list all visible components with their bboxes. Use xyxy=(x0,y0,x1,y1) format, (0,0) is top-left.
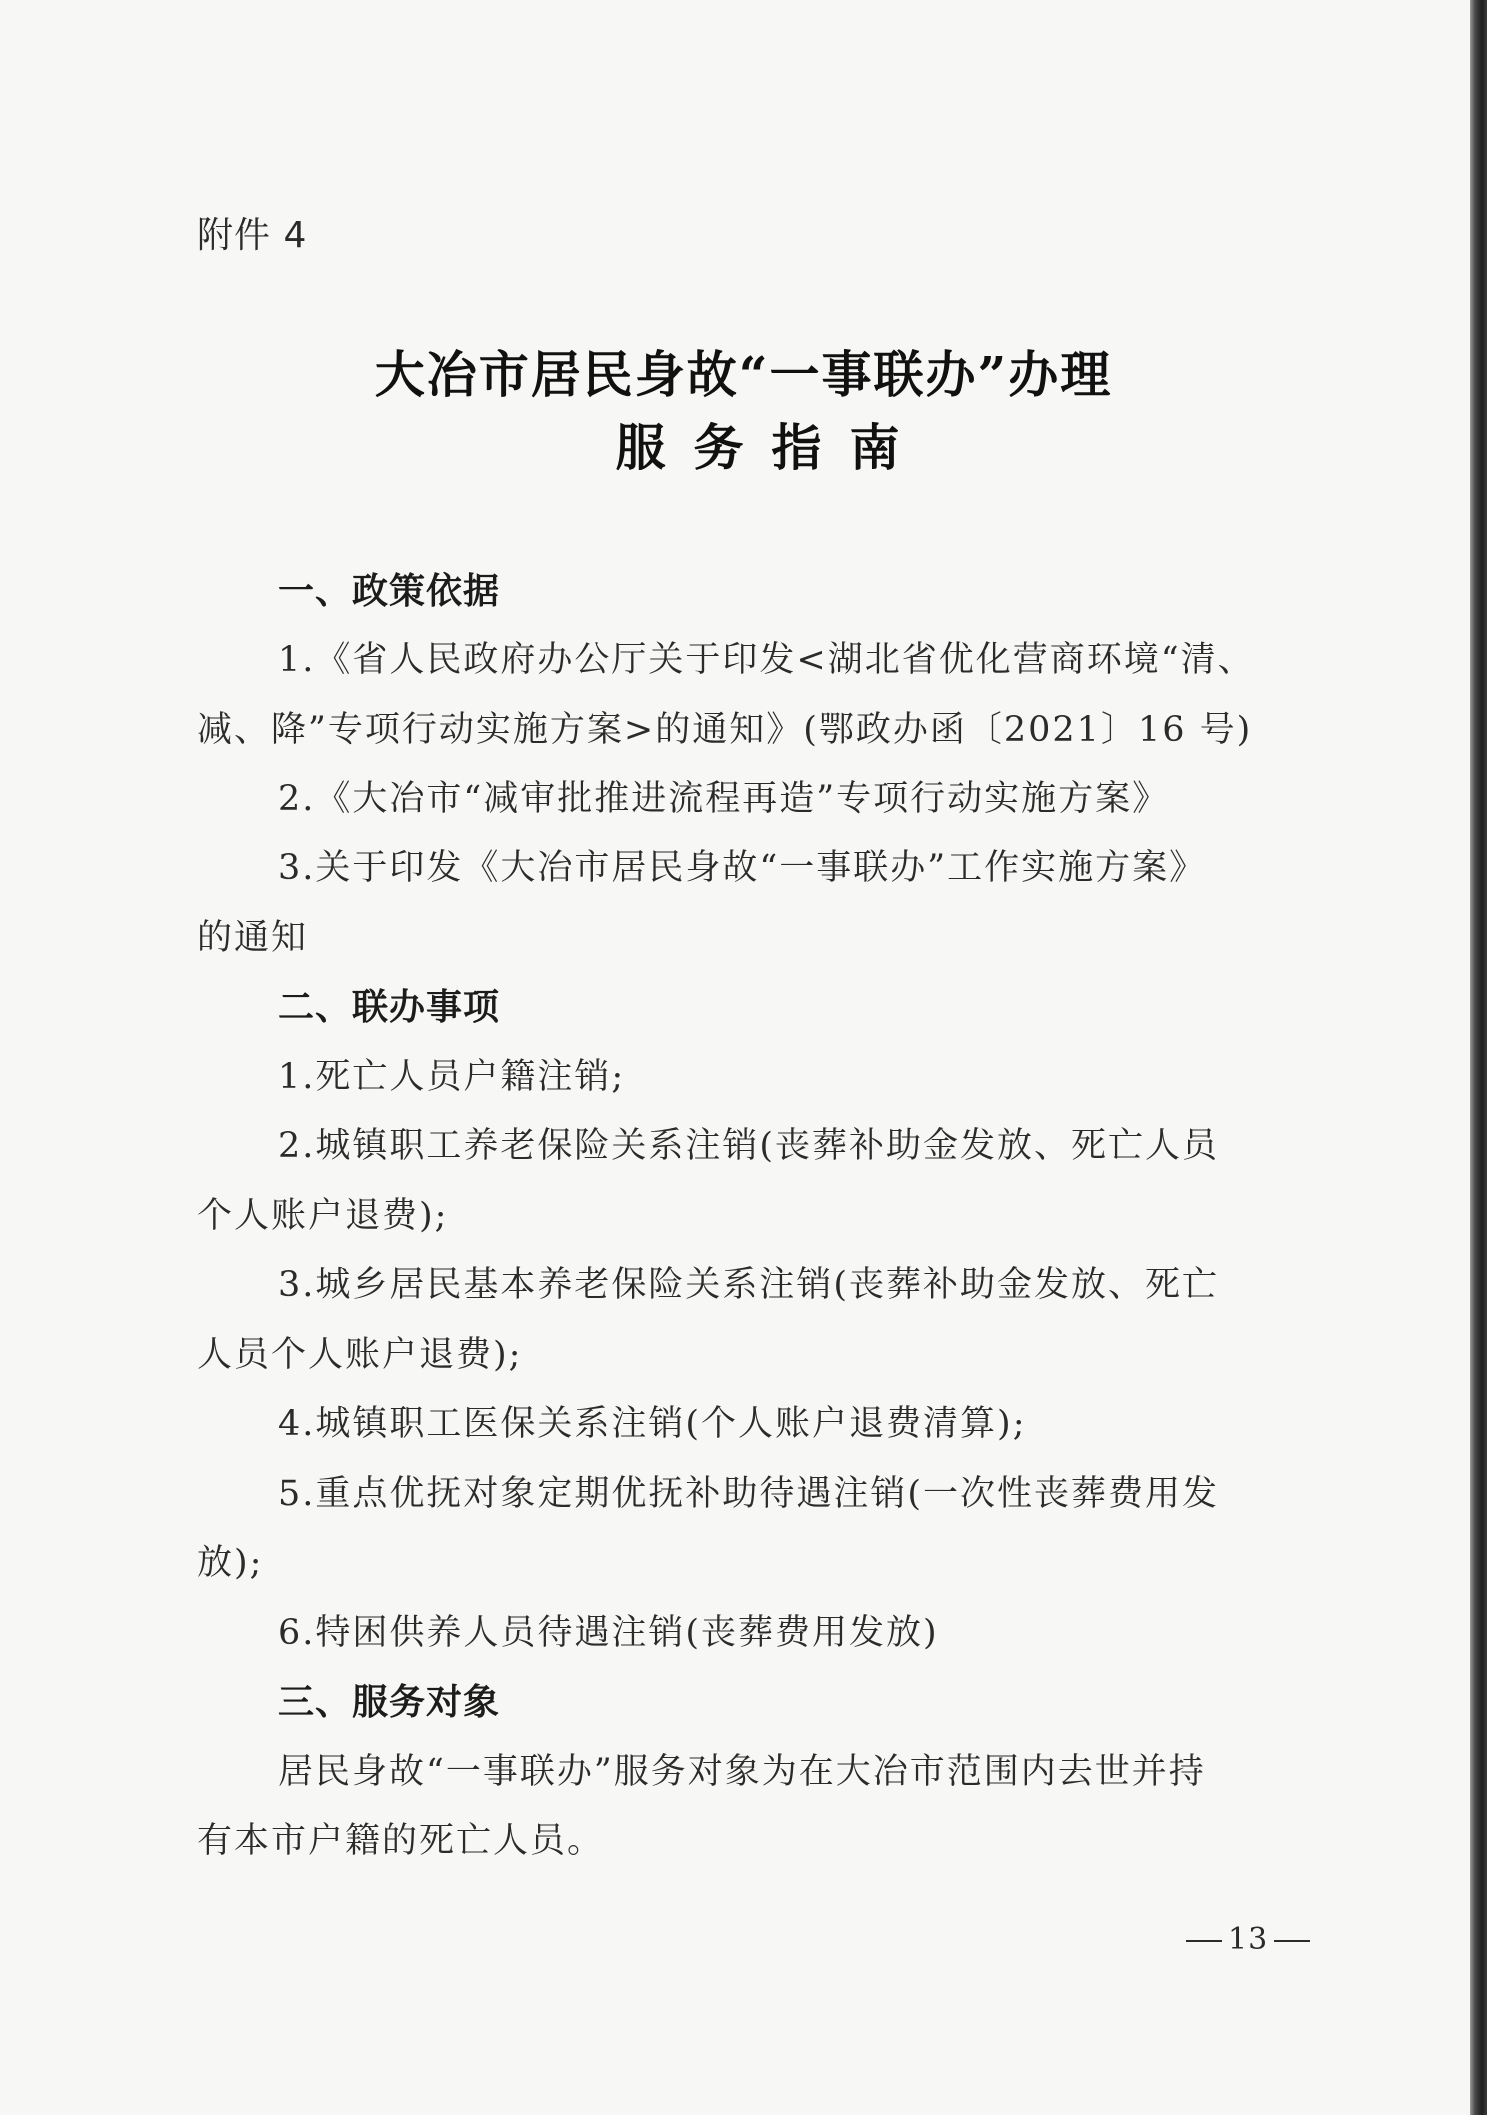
scan-edge-shadow xyxy=(1470,0,1487,2115)
section-heading-joint-items: 二、联办事项 xyxy=(278,987,501,1028)
paragraph-line: 减、降”专项行动实施方案>的通知》(鄂政办函〔2021〕16 号) xyxy=(197,710,1253,750)
paragraph-line: 3.关于印发《大冶市居民身故“一事联办”工作实施方案》 xyxy=(278,848,1207,888)
paragraph-line: 的通知 xyxy=(197,918,309,958)
paragraph-line: 有本市户籍的死亡人员。 xyxy=(197,1821,605,1861)
list-item: 5.重点优抚对象定期优抚补助待遇注销(一次性丧葬费用发 xyxy=(278,1474,1220,1514)
list-item: 3.城乡居民基本养老保险关系注销(丧葬补助金发放、死亡 xyxy=(278,1265,1220,1305)
list-item: 1.死亡人员户籍注销; xyxy=(278,1057,626,1097)
page-number-value: 13 xyxy=(1228,1922,1269,1957)
document-title-line-1: 大冶市居民身故“一事联办”办理 xyxy=(374,345,1113,404)
page-number-dash-right xyxy=(1274,1940,1310,1942)
attachment-label: 附件 4 xyxy=(197,215,308,256)
page-number xyxy=(1180,1922,1316,1957)
list-item-continuation: 人员个人账户退费); xyxy=(197,1335,523,1375)
list-item: 2.城镇职工养老保险关系注销(丧葬补助金发放、死亡人员 xyxy=(278,1126,1220,1166)
paragraph-line: 1.《省人民政府办公厅关于印发<湖北省优化营商环境“清、 xyxy=(278,640,1255,680)
paragraph-line: 居民身故“一事联办”服务对象为在大冶市范围内去世并持 xyxy=(278,1752,1206,1792)
list-item-continuation: 放); xyxy=(197,1543,264,1583)
page-number-dash-left xyxy=(1186,1940,1222,1942)
list-item-continuation: 个人账户退费); xyxy=(197,1196,449,1236)
document-title-line-2: 服务指南 xyxy=(615,418,928,477)
section-heading-service-targets: 三、服务对象 xyxy=(278,1682,501,1723)
paragraph-line: 2.《大冶市“减审批推进流程再造”专项行动实施方案》 xyxy=(278,779,1170,819)
list-item: 6.特困供养人员待遇注销(丧葬费用发放) xyxy=(278,1613,939,1653)
section-heading-policy-basis: 一、政策依据 xyxy=(278,571,501,612)
list-item: 4.城镇职工医保关系注销(个人账户退费清算); xyxy=(278,1404,1027,1444)
